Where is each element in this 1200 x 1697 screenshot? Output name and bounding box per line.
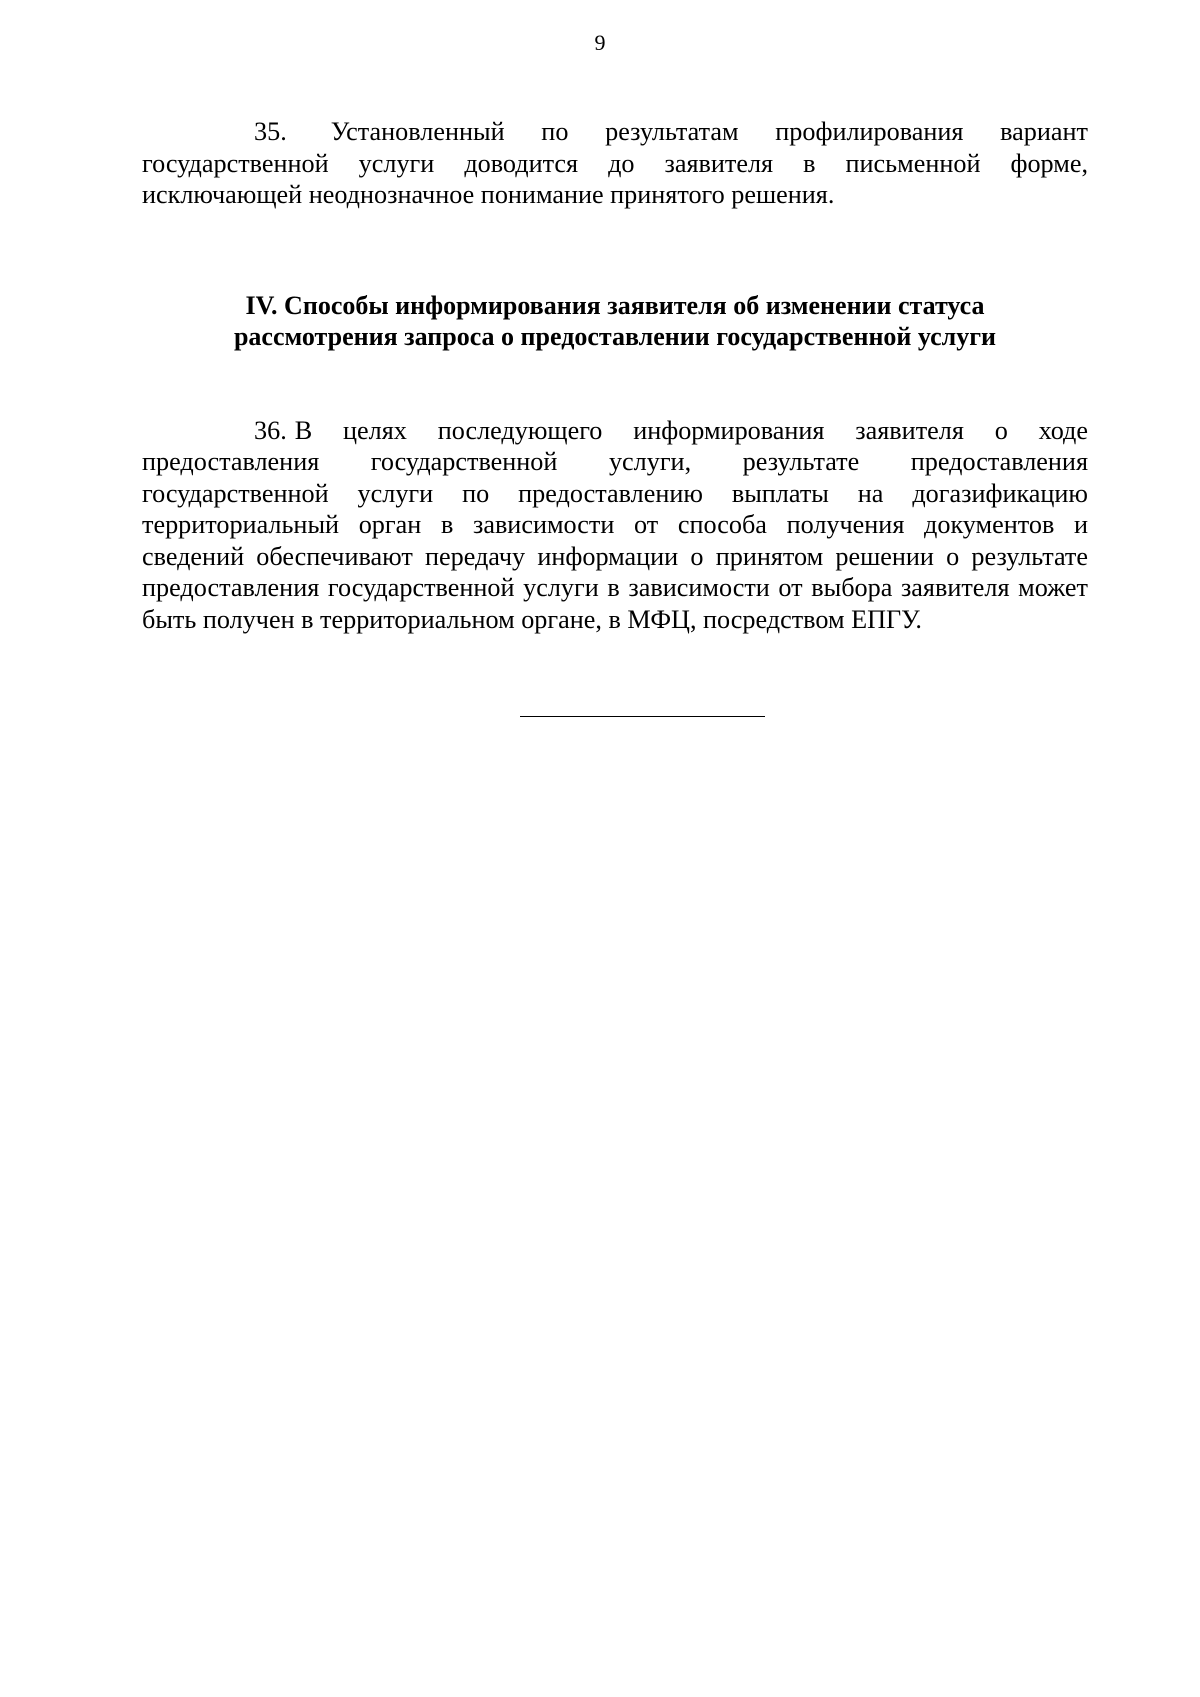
document-body — [142, 116, 1088, 635]
paragraph-36 — [142, 415, 1088, 636]
paragraph-35-number: 35. — [254, 117, 287, 146]
paragraph-35 — [142, 116, 1088, 211]
end-of-document-rule — [520, 716, 765, 717]
section-iv-heading — [142, 290, 1088, 352]
paragraph-36-number: 36. — [254, 415, 287, 445]
section-iv-heading-line-1: IV. Способы информирования заявителя об изменении статуса — [245, 290, 985, 320]
paragraph-36-text: В целях последующего информирования заявителя о ходе предоставления государственной услуги, результате предоставления государственной услуги по предоставлению выплаты на догазификацию территориальный орган в зависимости от способа получения документов и сведений обеспечивают передачу информации о принятом решении о результате предоставления государственной услуги в зависимости от выбора заявителя может быть получен в территориальном органе, в МФЦ, посредством ЕПГУ. — [142, 415, 1088, 634]
section-iv-heading-line-2: рассмотрения запроса о предоставлении государственной услуги — [233, 321, 997, 351]
paragraph-35-text: Установленный по результатам профилирования вариант государственной услуги доводится до заявителя в письменной форме, исключающей неоднозначное понимание принятого решения. — [142, 117, 1088, 209]
page-number: 9 — [594, 30, 606, 55]
